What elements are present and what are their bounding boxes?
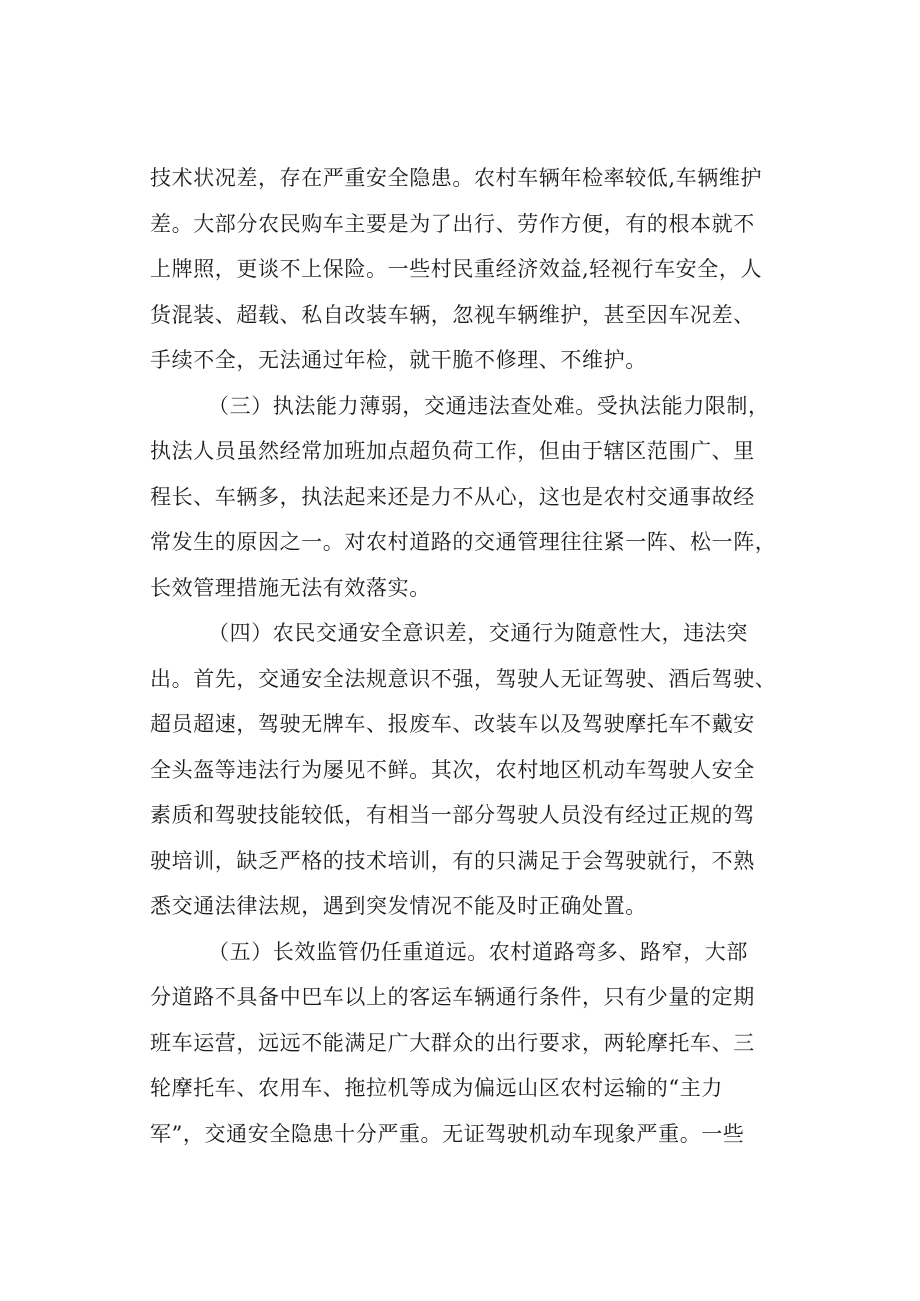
text-line: 货混装、超载、私自改装车辆，忽视车辆维护，甚至因车况差、 [150,302,755,327]
section-heading-line: （四）农民交通安全意识差，交通行为随意性大，违法突 [208,621,748,645]
text-line: 差。大部分农民购车主要是为了出行、劳作方便，有的根本就不 [150,211,755,236]
text-line: 驶培训，缺乏严格的技术培训，有的只满足于会驾驶就行，不熟 [150,848,755,873]
text-line: 军”，交通安全隐患十分严重。无证驾驶机动车现象严重。一些 [150,1121,745,1146]
text-line: 长效管理措施无法有效落实。 [150,575,431,600]
text-line: 执法人员虽然经常加班加点超负荷工作，但由于辖区范围广、里 [150,439,755,463]
text-line: 悉交通法律法规，遇到突发情况不能及时正确处置。 [150,894,647,918]
text-line: 手续不全，无法通过年检，就干脆不修理、不维护。 [150,348,647,372]
text-line: 程长、车辆多，执法起来还是力不从心，这也是农村交通事故经 [150,484,755,509]
text-line: 素质和驾驶技能较低，有相当一部分驾驶人员没有经过正规的驾 [150,803,755,827]
text-line: 分道路不具备中巴车以上的客运车辆通行条件，只有少量的定期 [150,985,755,1009]
text-line: 超员超速，驾驶无牌车、报废车、改装车以及驾驶摩托车不戴安 [150,712,755,736]
text-line: 班车运营，远远不能满足广大群众的出行要求，两轮摩托车、三 [150,1030,755,1055]
text-line: 全头盔等违法行为屡见不鲜。其次，农村地区机动车驾驶人安全 [150,757,755,782]
section-heading-line: （五）长效监管仍任重道远。农村道路弯多、路窄，大部 [208,939,748,964]
text-line: 技术状况差，存在严重安全隐患。农村车辆年检率较低,车辆维护 [150,166,763,190]
section-heading-line: （三）执法能力薄弱，交通违法查处难。受执法能力限制， [208,393,770,418]
text-line: 轮摩托车、农用车、拖拉机等成为偏远山区农村运输的“主力 [150,1076,723,1100]
text-line: 出。首先，交通安全法规意识不强，驾驶人无证驾驶、酒后驾驶、 [150,666,777,691]
body-text [150,156,800,1157]
text-line: 上牌照，更谈不上保险。一些村民重经济效益,轻视行车安全，人 [150,257,763,281]
text-line: 常发生的原因之一。对农村道路的交通管理往往紧一阵、松一阵， [150,530,777,554]
